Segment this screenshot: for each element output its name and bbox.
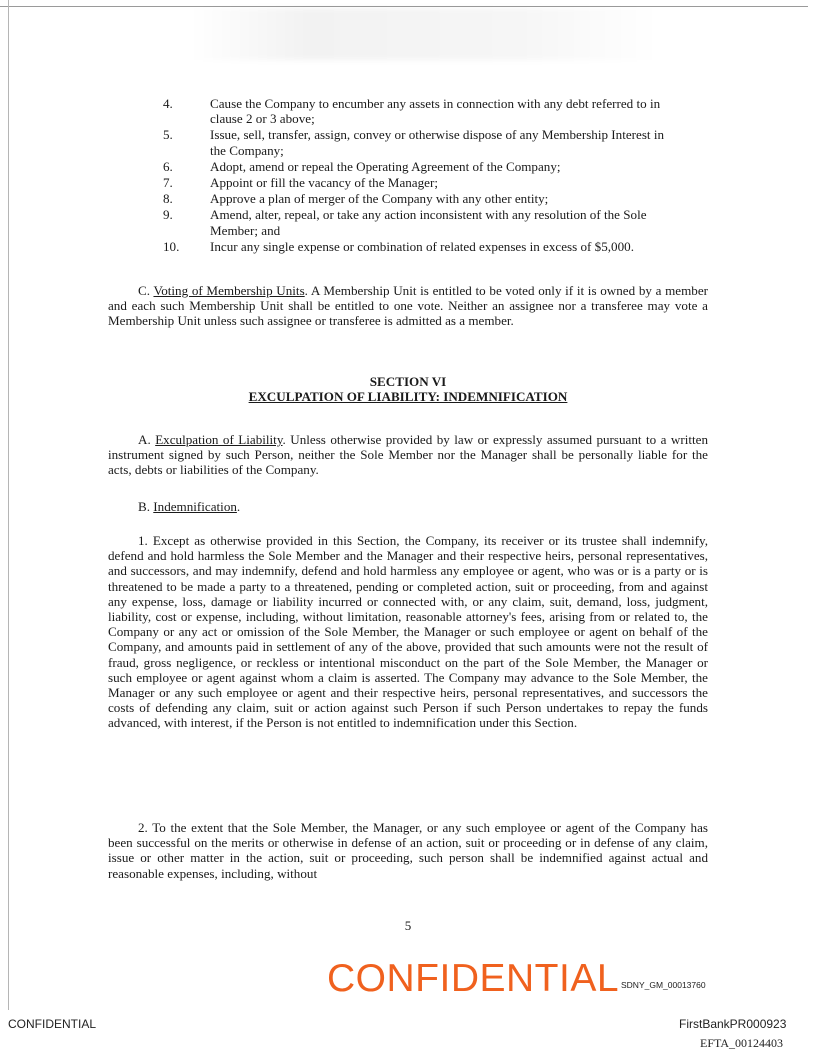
list-item-text: Amend, alter, repeal, or take any action inconsistent with any resolution of the Sole Member; and	[210, 207, 647, 238]
list-item	[163, 207, 683, 237]
list-item-number: 10.	[163, 238, 180, 254]
list-item	[163, 191, 683, 206]
indemnification-prefix: B.	[138, 499, 154, 514]
list-item-number: 8.	[163, 191, 173, 207]
list-item-number: 6.	[163, 158, 173, 174]
list-item-text: Incur any single expense or combination of related expenses in excess of $5,000.	[210, 238, 634, 254]
confidential-stamp: CONFIDENTIAL	[327, 957, 620, 1000]
list-item	[163, 127, 683, 157]
restricted-actions-list	[163, 96, 683, 255]
section-number: SECTION VI	[369, 374, 447, 389]
list-item-number: 9.	[163, 207, 173, 223]
list-item-text: Issue, sell, transfer, assign, convey or otherwise dispose of any Membership Interest in the Company;	[210, 127, 665, 158]
voting-prefix: C.	[138, 283, 154, 298]
list-item-text: Approve a plan of merger of the Company with any other entity;	[210, 191, 549, 207]
section-heading	[108, 374, 708, 404]
voting-text: . A Membership Unit is entitled to be voted only if it is owned by a member and each such Membership Unit shall be entitled to one vote. Neither an assignee nor a transferee may vote a Membership Unit unless such assignee or transferee is admitted as a member.	[108, 283, 708, 329]
page-number: 5	[404, 918, 412, 933]
voting-paragraph	[108, 283, 708, 329]
list-item	[163, 159, 683, 174]
indemnification-heading	[108, 499, 708, 514]
confidential-label: CONFIDENTIAL	[8, 1017, 97, 1031]
indemnification-paragraph-2: 2. To the extent that the Sole Member, the Manager, or any such employee or agent of the Company has been successful on the merits or otherwise in defense of an action, suit or proceeding or in defense of any claim, issue or other matter in the action, suit or proceeding, such person shall be indemnified against actual and reasonable expenses, including, without	[108, 820, 708, 881]
bates-number-sdny: SDNY_GM_00013760	[621, 980, 706, 990]
list-item-text: Cause the Company to encumber any assets in connection with any debt referred to in clause 2 or 3 above;	[210, 96, 661, 127]
section-title: EXCULPATION OF LIABILITY: INDEMNIFICATION	[248, 389, 568, 405]
list-item-text: Adopt, amend or repeal the Operating Agreement of the Company;	[210, 158, 561, 174]
efta-number: EFTA_00124403	[700, 1036, 784, 1050]
indemnification-suffix: .	[236, 499, 241, 514]
list-item-number: 7.	[163, 175, 173, 191]
voting-title: Voting of Membership Units	[153, 283, 305, 298]
exculpation-paragraph	[108, 432, 708, 478]
indemnification-paragraph-1: 1. Except as otherwise provided in this Section, the Company, its receiver or its trustee shall indemnify, defend and hold harmless the Sole Member and the Manager and their respective heirs, personal representatives, and successors, and may indemnify, defend and hold harmless any employee or agent, who was or is a party or is threatened to be made a party to a threatened, pending or completed action, suit or proceeding, from and against any expense, loss, damage or liability incurred or connected with, or any claim, suit, demand, loss, judgment, liability, cost or expense, including, without limitation, reasonable attorney's fees, arising from or related to, the Company or any act or omission of the Sole Member, the Manager or such employee or agent on behalf of the Company, and amounts paid in settlement of any of the above, provided that such amounts were not the result of fraud, gross negligence, or reckless or intentional misconduct on the part of the Sole Member, the Manager or such employee or agent against whom a claim is asserted. The Company may advance to the Sole Member, the Manager or any such employee or agent and their respective heirs, personal representatives, and successors the costs of defending any claim, suit or action against such Person if such Person undertakes to repay the funds advanced, with interest, if the Person is not entitled to indemnification under this Section.	[108, 533, 708, 731]
list-item	[163, 96, 683, 126]
list-item-text: Appoint or fill the vacancy of the Manager;	[210, 175, 438, 191]
list-item-number: 4.	[163, 96, 173, 111]
indemnification-title: Indemnification	[153, 499, 237, 514]
exculpation-title: Exculpation of Liability	[155, 432, 283, 447]
list-item	[163, 239, 683, 254]
list-item	[163, 175, 683, 190]
list-item-number: 5.	[163, 127, 173, 143]
exculpation-prefix: A.	[138, 432, 156, 447]
exculpation-text: . Unless otherwise provided by law or expressly assumed pursuant to a written instrument signed by such Person, neither the Sole Member nor the Manager shall be personally liable for the acts, debts or liabilities of the Company.	[108, 432, 708, 478]
bates-number-firstbank: FirstBankPR000923	[679, 1017, 787, 1031]
